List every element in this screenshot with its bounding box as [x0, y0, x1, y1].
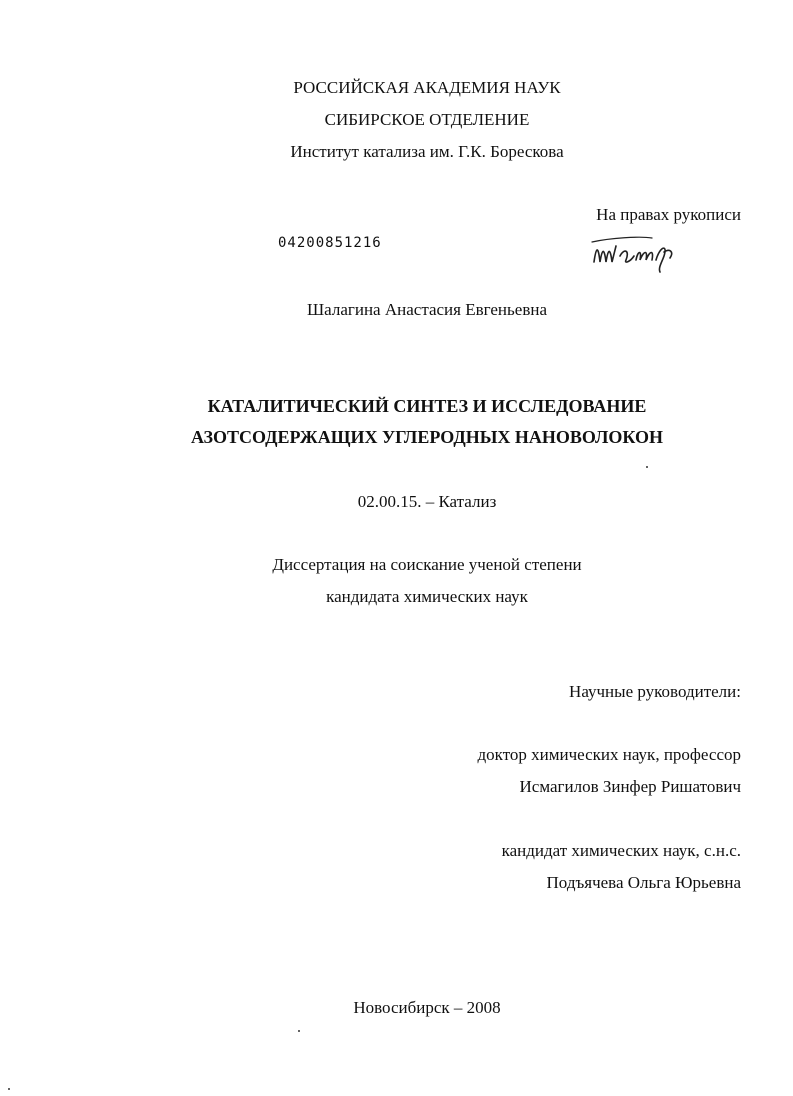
supervisor-2-name: Подъячева Ольга Юрьевна: [546, 873, 741, 892]
thesis-title-line-1: КАТАЛИТИЧЕСКИЙ СИНТЕЗ И ИССЛЕДОВАНИЕ: [207, 396, 647, 416]
place-and-year: Новосибирск – 2008: [353, 998, 501, 1017]
supervisors-heading: Научные руководители:: [569, 682, 741, 701]
degree-line-2: кандидата химических наук: [326, 587, 528, 606]
supervisor-1-name: Исмагилов Зинфер Ришатович: [519, 777, 741, 796]
scan-speck: [298, 1030, 300, 1032]
scan-speck: [646, 466, 648, 468]
scan-speck: [8, 1088, 10, 1090]
branch-heading: СИБИРСКОЕ ОТДЕЛЕНИЕ: [324, 110, 530, 129]
supervisor-2-title: кандидат химических наук, с.н.с.: [501, 841, 741, 860]
institute-name: Институт катализа им. Г.К. Борескова: [290, 142, 564, 161]
catalog-number: 04200851216: [278, 235, 382, 251]
manuscript-note: На правах рукописи: [596, 205, 741, 224]
academy-heading: РОССИЙСКАЯ АКАДЕМИЯ НАУК: [293, 78, 561, 97]
author-name: Шалагина Анастасия Евгеньевна: [307, 300, 547, 319]
signature-handwritten: [590, 234, 680, 274]
degree-line-1: Диссертация на соискание ученой степени: [272, 555, 582, 574]
specialty-code: 02.00.15. – Катализ: [357, 492, 497, 511]
thesis-title-line-2: АЗОТСОДЕРЖАЩИХ УГЛЕРОДНЫХ НАНОВОЛОКОН: [190, 427, 664, 447]
supervisor-1-title: доктор химических наук, профессор: [477, 745, 741, 764]
